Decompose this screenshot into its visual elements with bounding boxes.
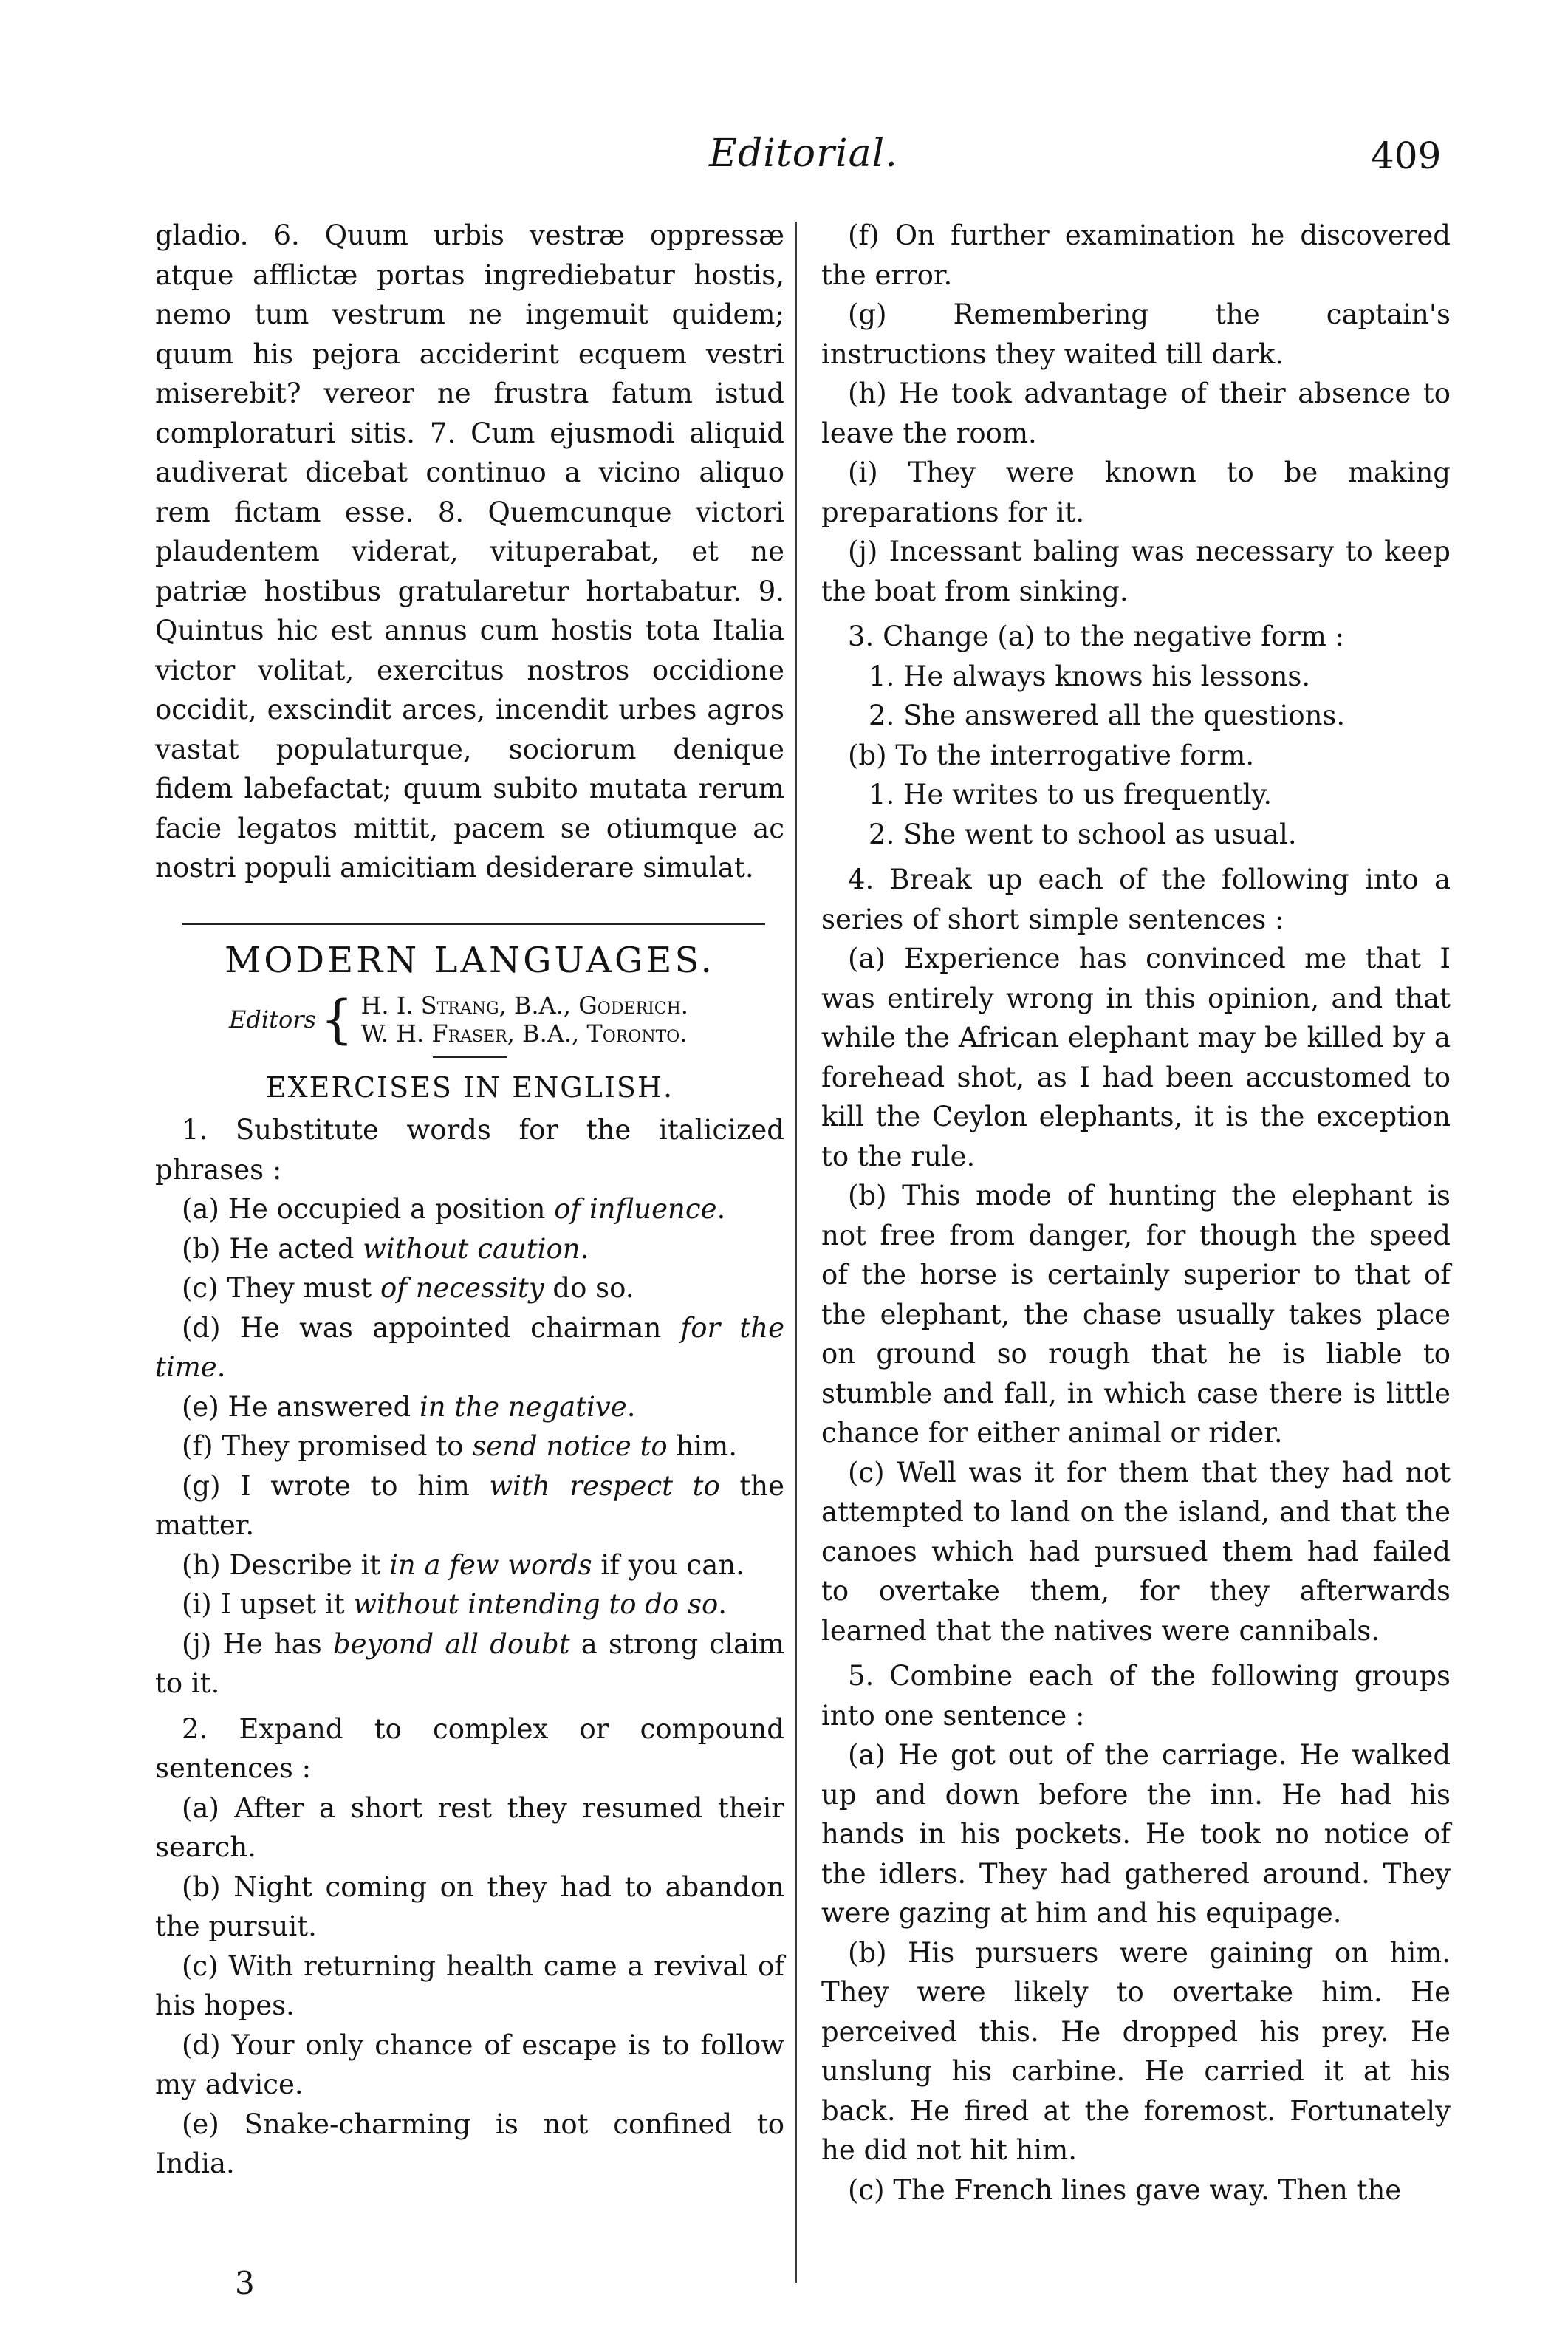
section-divider: [182, 923, 765, 925]
question-item: (i) I upset it without intending to do so.: [182, 1588, 727, 1620]
question-item: (e) He answered in the negative.: [182, 1390, 636, 1423]
question-item: (h) He took advantage of their absence to leave the room.: [821, 377, 1451, 449]
running-header: Editorial.: [709, 131, 898, 176]
question-3-intro: 3. Change (a) to the negative form :: [848, 621, 1345, 652]
question-item: (b) His pursuers were gaining on him. They were likely to overtake him. He perceived this. He dropped his prey. He unslung his carbine. He carried it at his back. He fired at the foremost. Fortunately he did not hit him.: [821, 1936, 1451, 2166]
question-item: (a) He got out of the carriage. He walked up and down before the inn. He had his hands in his pockets. He took no notice of the idlers. They had gathered around. They were gazing at him and his equipage.: [821, 1739, 1451, 1929]
editor-name: H. I. Strang, B.A., Goderich.: [360, 991, 688, 1019]
question-item: (h) Describe it in a few words if you can.: [182, 1548, 744, 1581]
left-column: [155, 216, 784, 2184]
subsection-title: EXERCISES IN ENGLISH.: [265, 1070, 674, 1104]
question-item: (c) The French lines gave way. Then the: [848, 2173, 1402, 2206]
question-item: 1. He always knows his lessons.: [869, 660, 1311, 692]
latin-exercise-text: gladio. 6. Quum urbis vestræ oppressæ atque afflictæ portas ingrediebatur hostis, nemo tum vestrum ne ingemuit quidem; quum his pejora acciderint ecquem vestri miserebit? vereor ne frustra fatum istud comploraturi sitis. 7. Cum ejusmodi aliquid audiverat dicebat continuo a vicino aliquo rem fictam esse. 8. Quemcunque victori plaudentem viderat, vituperabat, et ne patriæ hostibus gratularetur hortabatur. 9. Quintus hic est annus cum hostis tota Italia victor volitat, exercitus nostros occidione occidit, exscindit arces, incendit urbes agros vastat populaturque, sociorum denique fidem labefactat; quum subito mutata rerum facie legatos mittit, pacem se otiumque ac nostri populi amicitiam desiderare simulat.: [155, 219, 784, 884]
editor-list: [360, 991, 688, 1048]
question-item: (a) After a short rest they resumed their search.: [155, 1791, 784, 1863]
question-1-intro: 1. Substitute words for the italicized phrases :: [155, 1114, 784, 1186]
brace-icon: {: [320, 988, 354, 1050]
question-item: (b) This mode of hunting the elephant is not free from danger, for though the speed of the horse is certainly superior to that of the elephant, the chase usually takes place on ground so rough that he is liable to stumble and fall, in which case there is little chance for either animal or rider.: [821, 1180, 1451, 1449]
question-item: (c) Well was it for them that they had not attempted to land on the island, and that the canoes which had pursued them had failed to overtake them, for they afterwards learned that the natives were cannibals.: [821, 1456, 1451, 1647]
question-item: 2. She went to school as usual.: [869, 818, 1297, 850]
question-item: (f) They promised to send notice to him.: [182, 1430, 737, 1462]
question-item: (b) He acted without caution.: [182, 1232, 589, 1265]
question-item: (f) On further examination he discovered the error.: [821, 219, 1451, 291]
short-divider: [433, 1056, 507, 1058]
section-title: MODERN LANGUAGES.: [225, 939, 715, 981]
question-item: (i) They were known to be making preparations for it.: [821, 457, 1451, 528]
question-item: 2. She answered all the questions.: [869, 700, 1346, 731]
right-column: [821, 216, 1451, 2210]
question-item: (a) He occupied a position of influence.: [182, 1193, 726, 1225]
question-item: (c) They must of necessity do so.: [182, 1272, 634, 1304]
column-divider: [795, 222, 797, 2283]
question-item: (j) He has beyond all doubt a strong claim to it.: [155, 1627, 785, 1699]
question-2-intro: 2. Expand to complex or compound sentences :: [155, 1712, 784, 1784]
question-item: (b) Night coming on they had to abandon the pursuit.: [155, 1871, 784, 1942]
editors-block: [229, 988, 784, 1050]
editors-label: Editors: [229, 1005, 316, 1034]
editor-name: W. H. Fraser, B.A., Toronto.: [360, 1019, 688, 1048]
question-item: (g) I wrote to him with respect to the matter.: [155, 1469, 784, 1541]
question-item: (c) With returning health came a revival of his hopes.: [155, 1950, 784, 2021]
question-item: (d) He was appointed chairman for the time.: [155, 1311, 784, 1383]
question-3b-intro: (b) To the interrogative form.: [848, 739, 1255, 771]
question-item: (a) Experience has convinced me that I was entirely wrong in this opinion, and that while the African elephant may be killed by a forehead shot, as I had been accustomed to kill the Ceylon elephants, it is the exception to the rule.: [821, 943, 1451, 1172]
question-4-intro: 4. Break up each of the following into a series of short simple sentences :: [821, 864, 1451, 935]
question-item: 1. He writes to us frequently.: [869, 779, 1273, 810]
question-item: (e) Snake-charming is not confined to India.: [155, 2108, 784, 2179]
question-item: (g) Remembering the captain's instructions they waited till dark.: [821, 298, 1451, 370]
question-item: (j) Incessant baling was necessary to keep the boat from sinking.: [821, 536, 1451, 607]
signature-mark: 3: [235, 2265, 255, 2301]
question-item: (d) Your only chance of escape is to follow my advice.: [155, 2029, 784, 2100]
page-number: 409: [1371, 134, 1442, 177]
question-5-intro: 5. Combine each of the following groups into one sentence :: [821, 1660, 1451, 1732]
